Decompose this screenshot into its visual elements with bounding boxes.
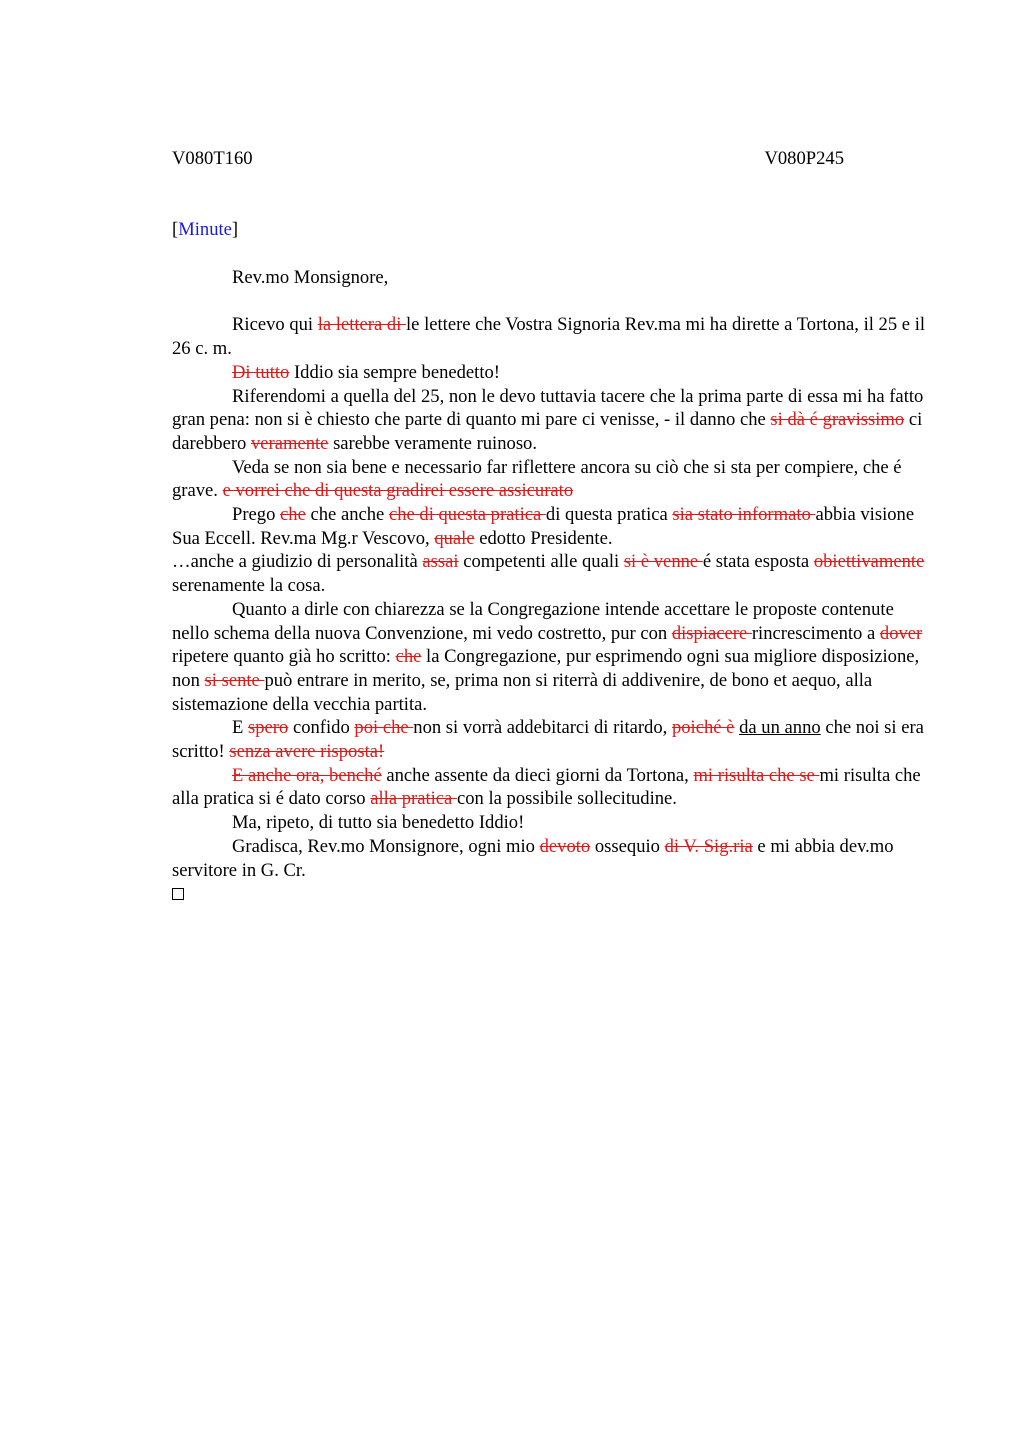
deleted-text: Di tutto — [232, 361, 290, 383]
bracket-open: [ — [172, 219, 179, 240]
text-segment: può entrare in merito, se, prima non si riterrà di addivenire, de bono et aequo, alla sistemazione della vecchia partita. — [172, 669, 873, 715]
text-segment: sarebbe veramente ruinoso. — [328, 432, 538, 454]
deleted-text: poi che — [354, 717, 414, 739]
document-code-right: V080P245 — [764, 148, 844, 169]
text-segment: Riferendomi a quella del 25, non le devo tuttavia tacere che la prima parte di essa mi ha fatto gran pena: non si è chiesto che parte di quanto mi pare ci venisse, - il danno che — [172, 385, 924, 431]
deleted-text: senza avere risposta! — [229, 741, 385, 763]
deleted-text: la lettera di — [317, 314, 407, 336]
deleted-text: quale — [434, 527, 475, 549]
text-segment: …anche a giudizio di personalità — [172, 551, 423, 573]
end-marker-box — [172, 882, 926, 907]
text-segment: Quanto a dirle con chiarezza se la Congregazione intende accettare le proposte contenute nello schema della nuova Convenzione, mi vedo costretto, pur con — [172, 598, 894, 644]
letter-paragraph — [172, 385, 926, 456]
letter-paragraph — [172, 811, 926, 835]
text-segment: confido — [288, 717, 355, 739]
deleted-text: obiettivamente — [813, 551, 925, 573]
deleted-text: mi risulta che se — [693, 764, 820, 786]
letter-body — [172, 266, 926, 907]
text-segment: Gradisca, Rev.mo Monsignore, ogni mio — [232, 835, 540, 857]
letter-paragraph — [172, 313, 926, 360]
deleted-text: e vorrei che di questa gradirei essere assicurato — [222, 480, 574, 502]
document-code-left: V080T160 — [172, 148, 253, 169]
deleted-text: che di questa pratica — [388, 504, 546, 526]
salutation: Rev.mo Monsignore, — [232, 267, 389, 288]
minute-label — [172, 218, 238, 242]
text-segment: Prego — [232, 504, 281, 526]
text-segment: rincrescimento a — [751, 622, 880, 644]
deleted-text: sia stato informato — [672, 504, 816, 526]
text-segment: mi risulta che alla pratica si é dato corso — [172, 764, 921, 810]
deleted-text: si è venne — [623, 551, 703, 573]
text-segment: Veda se non sia bene e necessario far riflettere ancora su ciò che si sta per compiere, che é grave. — [172, 456, 902, 502]
letter-paragraph — [172, 456, 926, 503]
text-segment: ossequio — [590, 835, 665, 857]
text-segment: competenti alle quali — [458, 551, 624, 573]
deleted-text: E anche ora, benché — [232, 764, 382, 786]
deleted-text: che — [395, 646, 422, 668]
deleted-text: devoto — [539, 835, 591, 857]
text-segment: non si vorrà addebitarci di ritardo, — [413, 717, 672, 739]
letter-paragraph — [172, 550, 926, 597]
deleted-text: veramente — [250, 432, 329, 454]
text-segment: che noi si era scritto! — [172, 717, 924, 763]
text-segment: anche assente da dieci giorni da Tortona, — [381, 764, 694, 786]
letter-paragraph — [172, 764, 926, 811]
text-segment: E — [232, 717, 249, 739]
minute-link[interactable]: Minute — [178, 219, 232, 240]
letter-paragraph — [172, 716, 926, 763]
deleted-text: dover — [879, 622, 923, 644]
deleted-text: dispiacere — [671, 622, 752, 644]
text-segment: Ma, ripeto, di tutto sia benedetto Iddio! — [232, 812, 525, 834]
text-segment: che anche — [305, 504, 389, 526]
text-segment: ripetere quanto già ho scritto: — [172, 646, 396, 668]
deleted-text: poiché è — [671, 717, 735, 739]
letter-paragraph — [172, 361, 926, 385]
letter-paragraph — [172, 503, 926, 550]
text-segment: e mi abbia dev.mo servitore in G. Cr. — [172, 835, 894, 881]
checkbox-square-icon — [172, 888, 184, 900]
text-segment: é stata esposta — [702, 551, 814, 573]
deleted-text: assai — [422, 551, 459, 573]
deleted-text: che — [280, 504, 306, 526]
text-segment: abbia visione Sua Eccell. Rev.ma Mg.r Vescovo, — [172, 504, 915, 549]
text-segment: Iddio sia sempre benedetto! — [289, 361, 501, 383]
underlined-text: da un anno — [739, 717, 821, 739]
text-segment: Ricevo qui — [232, 314, 318, 336]
header-codes — [172, 147, 844, 171]
deleted-text: si sente — [204, 669, 265, 691]
text-segment: serenamente la cosa. — [172, 575, 326, 597]
text-segment: edotto Presidente. — [474, 527, 613, 549]
text-segment: di questa pratica — [545, 504, 673, 526]
text-segment: la Congregazione, pur esprimendo ogni sua migliore disposizione, non — [172, 646, 920, 691]
text-segment: con la possibile sollecitudine. — [456, 788, 677, 810]
text-segment: le lettere che Vostra Signoria Rev.ma mi ha dirette a Tortona, il 25 e il 26 c. m. — [172, 314, 926, 360]
text-segment: ci darebbero — [172, 409, 923, 454]
letter-paragraph — [172, 598, 926, 717]
deleted-text: si dà é gravissimo — [770, 409, 905, 431]
deleted-text: di V. Sig.ria — [664, 835, 753, 857]
deleted-text: spero — [248, 717, 289, 739]
letter-paragraph — [172, 835, 926, 882]
bracket-close: ] — [231, 219, 239, 240]
deleted-text: alla pratica — [370, 788, 457, 810]
letter-paragraphs — [172, 313, 926, 882]
